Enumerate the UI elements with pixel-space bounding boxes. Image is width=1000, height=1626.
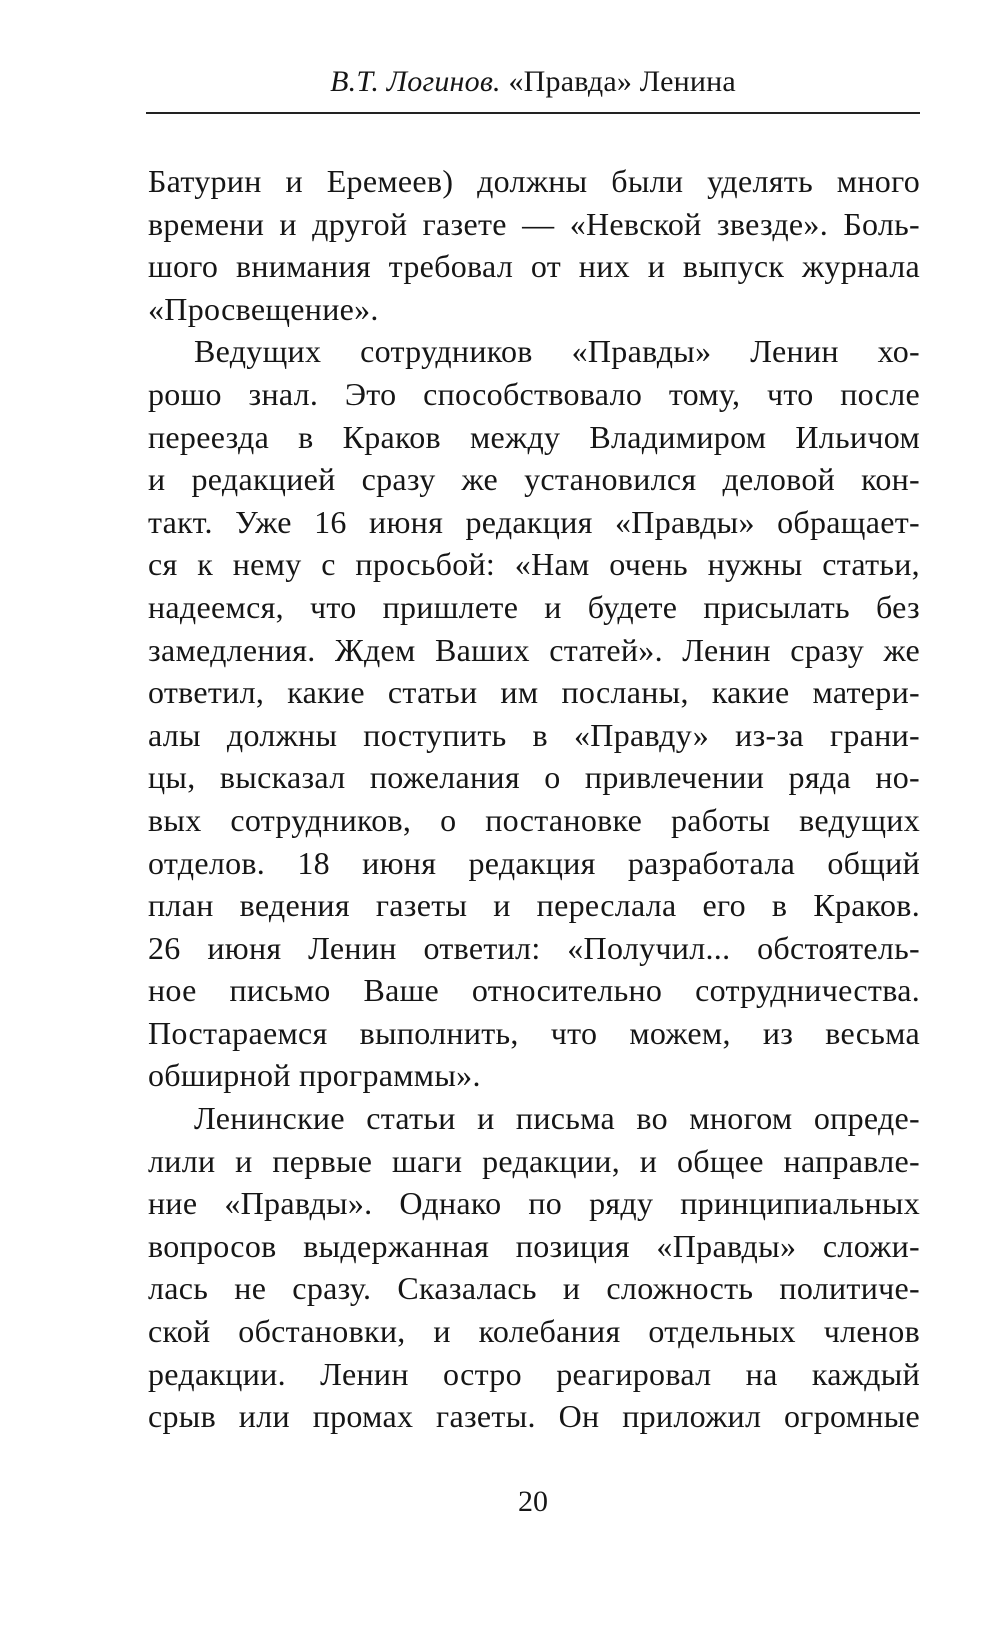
text-line: переезда в Краков между Владимиром Ильичом <box>148 418 920 455</box>
header-title: «Правда» Ленина <box>508 65 736 98</box>
paragraph <box>148 160 920 330</box>
text-line: лили и первые шаги редакции, и общее направле- <box>148 1142 920 1179</box>
text-line: срыв или промах газеты. Он приложил огромные <box>148 1398 920 1435</box>
header-rule <box>146 112 920 114</box>
paragraph <box>148 1097 920 1438</box>
text-line: обширной программы». <box>148 1057 481 1094</box>
text-line: план ведения газеты и переслала его в Краков. <box>148 887 920 924</box>
text-line: ние «Правды». Однако по ряду принципиальных <box>148 1185 920 1222</box>
header-author: В.Т. Логинов. <box>330 65 501 98</box>
text-line: алы должны поступить в «Правду» из-за грани- <box>148 716 920 753</box>
text-line: Ведущих сотрудников «Правды» Ленин хо- <box>194 333 920 370</box>
text-line: Батурин и Еремеев) должны были уделять много <box>148 163 920 199</box>
text-line: замедления. Ждем Ваших статей». Ленин сразу же <box>148 631 920 668</box>
text-line: ся к нему с просьбой: «Нам очень нужны статьи, <box>148 546 920 583</box>
text-line: Постараемся выполнить, что можем, из весьма <box>148 1014 920 1051</box>
text-line: «Просвещение». <box>148 290 379 327</box>
text-line: цы, высказал пожелания о привлечении ряда но- <box>148 759 920 796</box>
text-line: вопросов выдержанная позиция «Правды» сложи- <box>148 1227 920 1264</box>
text-line: рошо знал. Это способствовало тому, что после <box>148 375 920 412</box>
page-number: 20 <box>518 1485 548 1518</box>
text-line: Ленинские статьи и письма во многом опреде- <box>194 1100 920 1137</box>
text-line: ответил, какие статьи им посланы, какие матери- <box>148 674 920 711</box>
text-line: такт. Уже 16 июня редакция «Правды» обращает- <box>148 503 920 540</box>
text-line: редакции. Ленин остро реагировал на каждый <box>148 1355 920 1392</box>
running-header <box>146 64 920 100</box>
text-line: лась не сразу. Сказалась и сложность политиче- <box>148 1270 920 1307</box>
text-line: ской обстановки, и колебания отдельных членов <box>148 1313 920 1350</box>
text-line: шого внимания требовал от них и выпуск журнала <box>148 248 920 285</box>
body-text <box>148 160 920 1438</box>
text-line: 26 июня Ленин ответил: «Получил... обстоятель- <box>148 929 920 966</box>
paragraph <box>148 330 920 1097</box>
text-line: вых сотрудников, о постановке работы ведущих <box>148 801 920 838</box>
text-line: ное письмо Ваше относительно сотрудничества. <box>148 972 920 1009</box>
text-line: отделов. 18 июня редакция разработала общий <box>148 844 920 881</box>
text-line: времени и другой газете — «Невской звезде». Боль- <box>148 205 920 242</box>
text-line: и редакцией сразу же установился деловой кон- <box>148 461 920 498</box>
text-line: надеемся, что пришлете и будете присылать без <box>148 588 920 625</box>
